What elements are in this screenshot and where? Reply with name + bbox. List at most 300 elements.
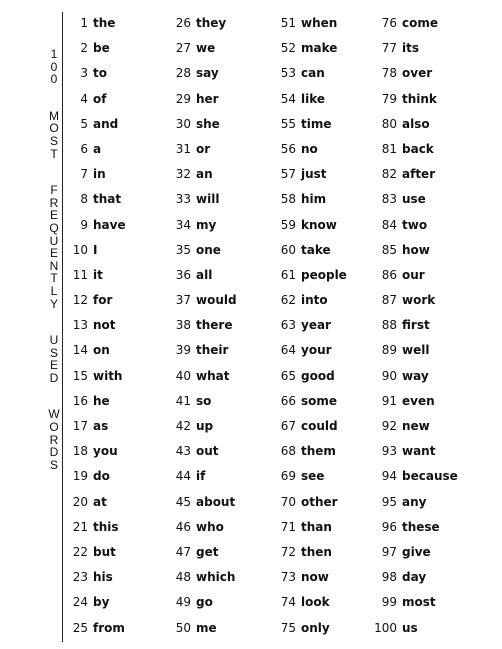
word-rank: 53 <box>280 66 296 81</box>
word-text: my <box>196 217 217 232</box>
word-rank: 69 <box>280 469 296 484</box>
word-text: good <box>301 368 335 383</box>
word-column-1 <box>66 11 126 641</box>
word-text: also <box>402 116 430 131</box>
word-row <box>66 590 126 615</box>
word-row <box>167 414 237 439</box>
word-rank: 57 <box>280 167 296 182</box>
word-rank: 27 <box>175 41 191 56</box>
word-row <box>272 565 347 590</box>
word-rank: 87 <box>381 293 397 308</box>
word-text: up <box>196 419 214 433</box>
word-text: or <box>196 141 211 156</box>
word-row <box>66 162 126 187</box>
word-text: to <box>93 66 107 81</box>
word-text: his <box>93 570 113 585</box>
word-rank: 45 <box>175 494 191 509</box>
word-rank: 33 <box>175 192 191 207</box>
word-rank: 75 <box>280 620 296 635</box>
word-rank: 25 <box>72 620 88 635</box>
word-row <box>373 540 458 565</box>
word-row <box>167 11 237 36</box>
word-rank: 88 <box>381 318 397 333</box>
word-row <box>373 11 458 36</box>
word-row <box>373 288 458 313</box>
word-row <box>167 263 237 288</box>
word-row <box>373 515 458 540</box>
word-row <box>373 490 458 515</box>
word-row <box>373 313 458 338</box>
word-rank: 39 <box>175 343 191 358</box>
word-rank: 43 <box>175 444 191 459</box>
word-row <box>167 313 237 338</box>
word-rank: 38 <box>175 318 191 333</box>
word-text: me <box>196 620 217 635</box>
word-text: after <box>402 167 436 182</box>
word-rank: 21 <box>72 519 88 534</box>
side-title <box>44 48 64 471</box>
word-row <box>167 464 237 489</box>
word-rank: 29 <box>175 91 191 106</box>
word-row <box>167 112 237 137</box>
word-text: over <box>402 66 433 81</box>
word-rank: 65 <box>280 368 296 383</box>
word-rank: 71 <box>280 519 296 534</box>
word-rank: 28 <box>175 66 191 81</box>
word-text: take <box>301 242 331 257</box>
word-row <box>66 238 126 263</box>
word-rank: 51 <box>280 16 296 30</box>
word-row <box>66 515 126 540</box>
word-text: on <box>93 343 110 358</box>
word-row <box>167 565 237 590</box>
word-rank: 3 <box>80 66 88 81</box>
title-letter: M <box>49 108 59 123</box>
word-rank: 62 <box>280 293 296 308</box>
word-rank: 63 <box>280 318 296 333</box>
word-rank: 40 <box>175 368 191 383</box>
word-text: them <box>301 444 336 459</box>
word-row <box>373 162 458 187</box>
word-text: could <box>301 419 338 433</box>
word-column-2 <box>167 11 237 641</box>
word-row <box>167 338 237 363</box>
word-row <box>272 540 347 565</box>
word-row <box>167 288 237 313</box>
word-rank: 6 <box>80 141 88 156</box>
word-rank: 91 <box>381 393 397 408</box>
word-rank: 73 <box>280 570 296 585</box>
word-row <box>66 112 126 137</box>
word-text: only <box>301 620 330 635</box>
word-row <box>272 389 347 414</box>
title-letter: E <box>49 246 58 261</box>
title-letter: T <box>50 271 58 286</box>
word-row <box>66 137 126 162</box>
title-letter: S <box>49 133 58 148</box>
word-rank: 7 <box>80 167 88 182</box>
word-rank: 42 <box>175 419 191 433</box>
word-rank: 94 <box>381 469 397 484</box>
word-rank: 31 <box>175 141 191 156</box>
word-text: from <box>93 620 125 635</box>
word-rank: 5 <box>80 116 88 131</box>
word-row <box>167 490 237 515</box>
word-row <box>373 439 458 464</box>
word-text: other <box>301 494 338 509</box>
word-text: by <box>93 595 110 610</box>
word-text: no <box>301 141 318 156</box>
word-rank: 37 <box>175 293 191 308</box>
word-rank: 46 <box>175 519 191 534</box>
word-text: well <box>402 343 430 358</box>
word-text: that <box>93 192 122 207</box>
title-letter: D <box>49 445 59 460</box>
word-rank: 52 <box>280 41 296 56</box>
word-text: you <box>93 444 118 459</box>
word-text: do <box>93 469 110 484</box>
word-row <box>66 414 126 439</box>
word-rank: 2 <box>80 41 88 56</box>
vertical-rule <box>62 12 63 642</box>
word-row <box>373 590 458 615</box>
word-text: our <box>402 267 425 282</box>
word-text: its <box>402 41 419 56</box>
word-text: how <box>402 242 430 257</box>
word-text: these <box>402 519 440 534</box>
word-text: your <box>301 343 332 358</box>
word-row <box>373 414 458 439</box>
word-text: I <box>93 242 98 257</box>
word-text: use <box>402 192 426 207</box>
word-row <box>66 364 126 389</box>
word-rank: 98 <box>381 570 397 585</box>
word-row <box>373 238 458 263</box>
word-row <box>66 338 126 363</box>
word-text: will <box>196 192 220 207</box>
word-text: first <box>402 318 430 333</box>
word-text: so <box>196 393 212 408</box>
word-text: time <box>301 116 332 131</box>
word-rank: 70 <box>280 494 296 509</box>
word-row <box>373 87 458 112</box>
word-row <box>167 137 237 162</box>
word-rank: 78 <box>381 66 397 81</box>
word-rank: 72 <box>280 544 296 559</box>
word-text: and <box>93 116 119 131</box>
word-text: day <box>402 570 427 585</box>
word-text: for <box>93 293 113 308</box>
word-rank: 92 <box>381 419 397 433</box>
word-rank: 99 <box>381 595 397 610</box>
word-row <box>272 11 347 36</box>
title-letter: F <box>50 183 58 198</box>
title-letter: W <box>48 407 60 422</box>
word-text: a <box>93 141 102 156</box>
word-text: year <box>301 318 331 333</box>
title-letter: R <box>49 432 59 447</box>
word-text: which <box>196 570 236 585</box>
word-rank: 74 <box>280 595 296 610</box>
word-text: because <box>402 469 458 484</box>
word-row <box>373 464 458 489</box>
word-row <box>272 263 347 288</box>
word-text: think <box>402 91 437 106</box>
word-row <box>272 87 347 112</box>
word-row <box>167 515 237 540</box>
word-text: some <box>301 393 338 408</box>
word-text: an <box>196 167 213 182</box>
title-letter: 1 <box>50 47 58 61</box>
word-rank: 50 <box>175 620 191 635</box>
word-text: back <box>402 141 434 156</box>
word-text: new <box>402 419 430 433</box>
word-row <box>66 187 126 212</box>
word-text: than <box>301 519 332 534</box>
word-rank: 49 <box>175 595 191 610</box>
word-rank: 32 <box>175 167 191 182</box>
word-row <box>373 263 458 288</box>
word-row <box>66 11 126 36</box>
word-rank: 19 <box>72 469 88 484</box>
word-rank: 80 <box>381 116 397 131</box>
word-row <box>272 616 347 641</box>
word-rank: 10 <box>72 242 88 257</box>
word-rank: 89 <box>381 343 397 358</box>
title-letter: 0 <box>50 72 58 87</box>
word-text: get <box>196 544 219 559</box>
word-rank: 30 <box>175 116 191 131</box>
word-text: at <box>93 494 107 509</box>
word-row <box>272 364 347 389</box>
word-rank: 100 <box>374 620 397 635</box>
word-row <box>167 87 237 112</box>
word-row <box>167 389 237 414</box>
word-row <box>66 213 126 238</box>
word-rank: 17 <box>72 419 88 433</box>
word-row <box>272 36 347 61</box>
word-row <box>66 464 126 489</box>
word-text: out <box>196 444 219 459</box>
word-row <box>272 490 347 515</box>
word-row <box>66 540 126 565</box>
title-gap <box>44 384 64 408</box>
word-rank: 66 <box>280 393 296 408</box>
word-rank: 35 <box>175 242 191 257</box>
word-rank: 44 <box>175 469 191 484</box>
word-row <box>66 61 126 86</box>
word-rank: 11 <box>72 267 88 282</box>
word-row <box>272 288 347 313</box>
word-rank: 12 <box>72 293 88 308</box>
title-letter: O <box>49 121 59 136</box>
word-row <box>66 87 126 112</box>
title-letter: E <box>49 208 58 223</box>
word-text: it <box>93 267 103 282</box>
word-rank: 81 <box>381 141 397 156</box>
word-rank: 67 <box>280 419 296 433</box>
word-rank: 64 <box>280 343 296 358</box>
word-row <box>167 364 237 389</box>
word-row <box>66 36 126 61</box>
word-rank: 26 <box>175 16 191 30</box>
word-row <box>373 364 458 389</box>
word-text: even <box>402 393 435 408</box>
word-rank: 18 <box>72 444 88 459</box>
word-row <box>272 213 347 238</box>
word-row <box>373 61 458 86</box>
word-rank: 14 <box>72 343 88 358</box>
word-rank: 84 <box>381 217 397 232</box>
word-rank: 77 <box>381 41 397 56</box>
word-row <box>66 313 126 338</box>
word-text: be <box>93 41 110 56</box>
word-text: go <box>196 595 213 610</box>
word-text: say <box>196 66 219 81</box>
title-gap <box>44 160 64 184</box>
word-row <box>66 389 126 414</box>
word-text: see <box>301 469 325 484</box>
title-letter: Q <box>49 220 59 235</box>
word-row <box>167 61 237 86</box>
word-rank: 79 <box>381 91 397 106</box>
title-letter: T <box>50 146 58 161</box>
word-row <box>272 590 347 615</box>
word-row <box>66 439 126 464</box>
word-rank: 1 <box>80 16 88 30</box>
word-row <box>373 616 458 641</box>
word-text: come <box>402 16 438 30</box>
word-text: way <box>402 368 429 383</box>
word-row <box>373 213 458 238</box>
word-row <box>373 389 458 414</box>
word-row <box>272 515 347 540</box>
word-row <box>272 112 347 137</box>
word-row <box>167 187 237 212</box>
word-text: as <box>93 419 109 433</box>
word-text: there <box>196 318 233 333</box>
word-row <box>167 616 237 641</box>
word-row <box>272 61 347 86</box>
word-text: all <box>196 267 213 282</box>
word-text: this <box>93 519 119 534</box>
word-row <box>373 187 458 212</box>
word-text: work <box>402 293 436 308</box>
word-row <box>373 112 458 137</box>
word-row <box>272 464 347 489</box>
word-rank: 15 <box>72 368 88 383</box>
word-rank: 41 <box>175 393 191 408</box>
title-letter: N <box>49 258 59 273</box>
title-letter: U <box>49 233 59 248</box>
word-text: look <box>301 595 330 610</box>
word-rank: 16 <box>72 393 88 408</box>
word-text: what <box>196 368 230 383</box>
word-row <box>373 338 458 363</box>
word-rank: 86 <box>381 267 397 282</box>
word-rank: 48 <box>175 570 191 585</box>
word-text: but <box>93 544 116 559</box>
word-rank: 55 <box>280 116 296 131</box>
word-row <box>373 36 458 61</box>
word-text: into <box>301 293 328 308</box>
word-row <box>66 263 126 288</box>
title-letter: L <box>50 283 58 298</box>
word-rank: 97 <box>381 544 397 559</box>
word-text: he <box>93 393 110 408</box>
word-text: they <box>196 16 227 30</box>
title-letter: R <box>49 195 59 210</box>
word-text: their <box>196 343 229 358</box>
word-text: now <box>301 570 329 585</box>
word-rank: 24 <box>72 595 88 610</box>
word-text: would <box>196 293 237 308</box>
word-row <box>167 162 237 187</box>
word-rank: 96 <box>381 519 397 534</box>
word-column-3 <box>272 11 347 641</box>
word-row <box>272 137 347 162</box>
word-text: make <box>301 41 338 56</box>
title-letter: O <box>49 420 59 435</box>
word-row <box>66 490 126 515</box>
word-row <box>272 338 347 363</box>
word-text: most <box>402 595 436 610</box>
word-text: know <box>301 217 337 232</box>
title-gap <box>44 86 64 110</box>
word-rank: 13 <box>72 318 88 333</box>
word-row <box>66 288 126 313</box>
word-row <box>66 565 126 590</box>
word-row <box>272 313 347 338</box>
word-row <box>66 616 126 641</box>
word-rank: 61 <box>280 267 296 282</box>
word-rank: 83 <box>381 192 397 207</box>
word-row <box>167 540 237 565</box>
word-rank: 54 <box>280 91 296 106</box>
word-rank: 22 <box>72 544 88 559</box>
word-rank: 34 <box>175 217 191 232</box>
title-letter: U <box>49 333 59 348</box>
word-text: she <box>196 116 220 131</box>
word-text: want <box>402 444 436 459</box>
word-text: not <box>93 318 116 333</box>
word-text: have <box>93 217 126 232</box>
word-text: then <box>301 544 332 559</box>
title-letter: 0 <box>50 59 58 74</box>
word-row <box>167 439 237 464</box>
word-text: with <box>93 368 123 383</box>
word-text: like <box>301 91 326 106</box>
word-text: one <box>196 242 221 257</box>
word-text: her <box>196 91 219 106</box>
word-rank: 95 <box>381 494 397 509</box>
word-rank: 20 <box>72 494 88 509</box>
word-text: we <box>196 41 216 56</box>
word-column-4 <box>373 11 458 641</box>
title-gap <box>44 310 64 334</box>
word-text: if <box>196 469 206 484</box>
word-text: people <box>301 267 347 282</box>
word-text: give <box>402 544 431 559</box>
word-text: when <box>301 16 338 30</box>
word-row <box>272 439 347 464</box>
word-rank: 60 <box>280 242 296 257</box>
word-rank: 90 <box>381 368 397 383</box>
title-letter: E <box>49 358 58 373</box>
word-row <box>373 137 458 162</box>
word-rank: 82 <box>381 167 397 182</box>
word-text: any <box>402 494 427 509</box>
